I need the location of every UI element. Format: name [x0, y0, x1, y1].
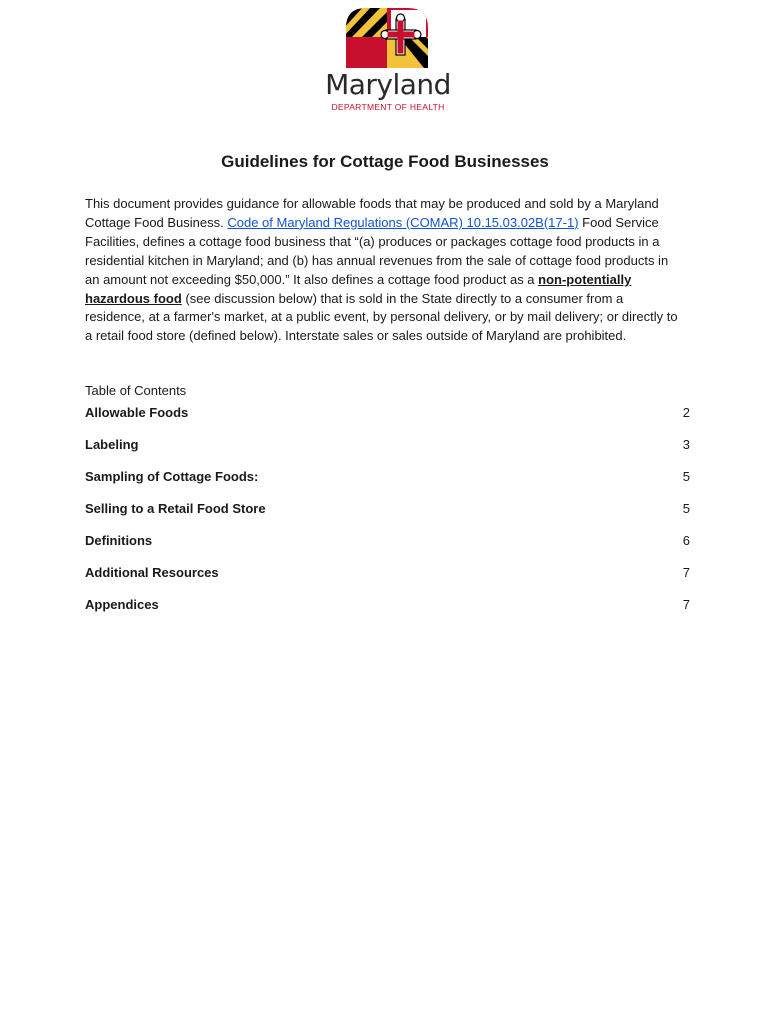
intro-text: Food Service Facilities, defines a cottage food business that “(a) produces or packages cottage food products in a residential kitchen in Maryland; and (b) has annual revenues from the sale of cottage food products in an amount not exceeding $50,000.” It also defines a cottage food product as a — [85, 214, 669, 287]
toc-entry[interactable] — [85, 565, 690, 597]
toc-entry-label[interactable]: Labeling — [85, 437, 139, 452]
emphasis-text: non-potentially hazardous food — [85, 271, 632, 306]
toc-entry-label[interactable]: Appendices — [85, 597, 159, 612]
toc-entry-label[interactable]: Definitions — [85, 533, 153, 548]
table-of-contents — [85, 405, 690, 629]
toc-entry[interactable] — [85, 469, 690, 501]
toc-entry-label[interactable]: Selling to a Retail Food Store — [85, 501, 266, 516]
toc-entry[interactable] — [85, 405, 690, 437]
toc-entry-label[interactable]: Additional Resources — [85, 565, 219, 580]
page-title: Guidelines for Cottage Food Businesses — [221, 152, 549, 171]
toc-entry-label[interactable]: Sampling of Cottage Foods: — [85, 469, 259, 484]
flag-shield-icon — [344, 6, 430, 68]
maryland-logo — [318, 6, 458, 116]
department-name: DEPARTMENT OF HEALTH — [331, 102, 445, 112]
toc-entry[interactable] — [85, 437, 690, 469]
toc-entry-page: 3 — [682, 437, 690, 452]
toc-entry-page: 2 — [682, 405, 690, 420]
toc-entry-page: 5 — [682, 469, 690, 484]
toc-entry[interactable] — [85, 597, 690, 629]
toc-entry-page: 6 — [682, 533, 690, 548]
toc-entry-page: 5 — [682, 501, 690, 516]
toc-entry-page: 7 — [682, 597, 690, 612]
toc-entry-page: 7 — [682, 565, 690, 580]
toc-entry[interactable] — [85, 533, 690, 565]
toc-entry[interactable] — [85, 501, 690, 533]
brand-name: Maryland — [325, 68, 451, 101]
toc-heading: Table of Contents — [85, 383, 187, 398]
intro-text: This document provides guidance for allowable foods that may be produced and sold by a Maryland Cottage Food Business. — [85, 196, 659, 230]
toc-entry-label[interactable]: Allowable Foods — [85, 405, 189, 420]
comar-link[interactable]: Code of Maryland Regulations (COMAR) 10.15.03.02B(17-1) — [227, 214, 579, 230]
intro-text: (see discussion below) that is sold in the State directly to a consumer from a residence, at a farmer's market, at a public event, by personal delivery, or by mail delivery; or directly to a retail food store (defined below). Interstate sales or sales outside of Maryland are prohibited. — [85, 290, 678, 344]
intro-paragraph — [85, 195, 685, 346]
